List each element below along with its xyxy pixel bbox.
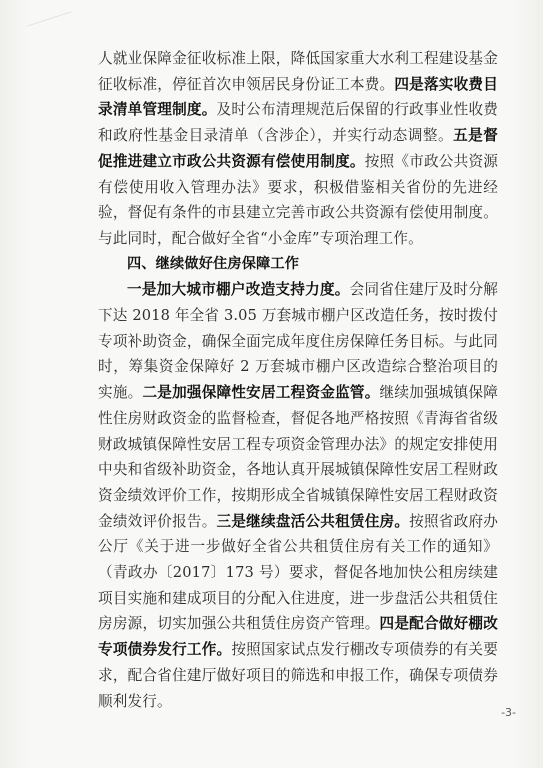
bold-run: 三是继续盘活公共租赁住房。 bbox=[216, 512, 410, 530]
scan-mark bbox=[27, 11, 76, 41]
text-run: 人就业保障金征收标准上限，降低国家重大水利工程建设基金征收标准，停征首次申领居民身份证工本费。 bbox=[98, 50, 498, 93]
text-run: 按照省政府办公厅《关于进一步做好全省公共租赁住房有关工作的通知》（青政办〔2017〕173 号）要求，督促各地加快公租房续建项目实施和建成项目的分配入住进度，进一步盘活公共租赁住房房源，切实加强公共租赁住房资产管理。 bbox=[98, 512, 499, 633]
bold-run: 二是加强保障性安居工程资金监管。 bbox=[142, 384, 380, 402]
paragraph-fee-reform bbox=[98, 46, 498, 252]
text-run: 按照《市政公共资源有偿使用收入管理办法》要求，积极借鉴相关省份的先进经验，督促有条件的市县建立完善市政公共资源有偿使用制度。与此同时，配合做好全省“小金库”专项治理工作。 bbox=[98, 152, 499, 247]
text-run: 按照国家试点发行棚改专项债券的有关要求，配合省住建厅做好项目的筛选和申报工作，确保专项债券顺利发行。 bbox=[98, 641, 498, 710]
page-number: -3- bbox=[501, 706, 516, 719]
text-run: 继续加强城镇保障性住房财政资金的监督检查，督促各地严格按照《青海省省级财政城镇保障性安居工程专项资金管理办法》的规定安排使用中央和省级补助资金，各地认真开展城镇保障性安居工程财政资金绩效评价工作，按期形成全省城镇保障性安居工程财政资金绩效评价报告。 bbox=[98, 384, 498, 530]
section-heading bbox=[98, 252, 498, 278]
paragraph-housing bbox=[98, 277, 498, 714]
text-run: 会同省住建厅及时分解下达 2018 年全省 3.05 万套城市棚户区改造任务，按时拨付专项补助资金，确保全面完成年度住房保障任务目标。与此同时，筹集资金保障好 2 万套城市棚户区改造综合整治项目的实施。 bbox=[98, 281, 498, 402]
bold-run: 一是加大城市棚户改造支持力度。 bbox=[127, 281, 350, 299]
bold-run: 四是落实收费目录清单管理制度。 bbox=[98, 75, 498, 119]
document-body bbox=[98, 46, 498, 714]
bold-run: 四是配合做好棚改专项债券发行工作。 bbox=[98, 615, 498, 659]
heading-text: 四、继续做好住房保障工作 bbox=[127, 255, 300, 272]
text-run: 及时公布清理规范后保留的行政事业性收费和政府性基金目录清单（含涉企），并实行动态调整。 bbox=[98, 101, 498, 145]
bold-run: 五是督促推进建立市政公共资源有偿使用制度。 bbox=[98, 127, 499, 170]
